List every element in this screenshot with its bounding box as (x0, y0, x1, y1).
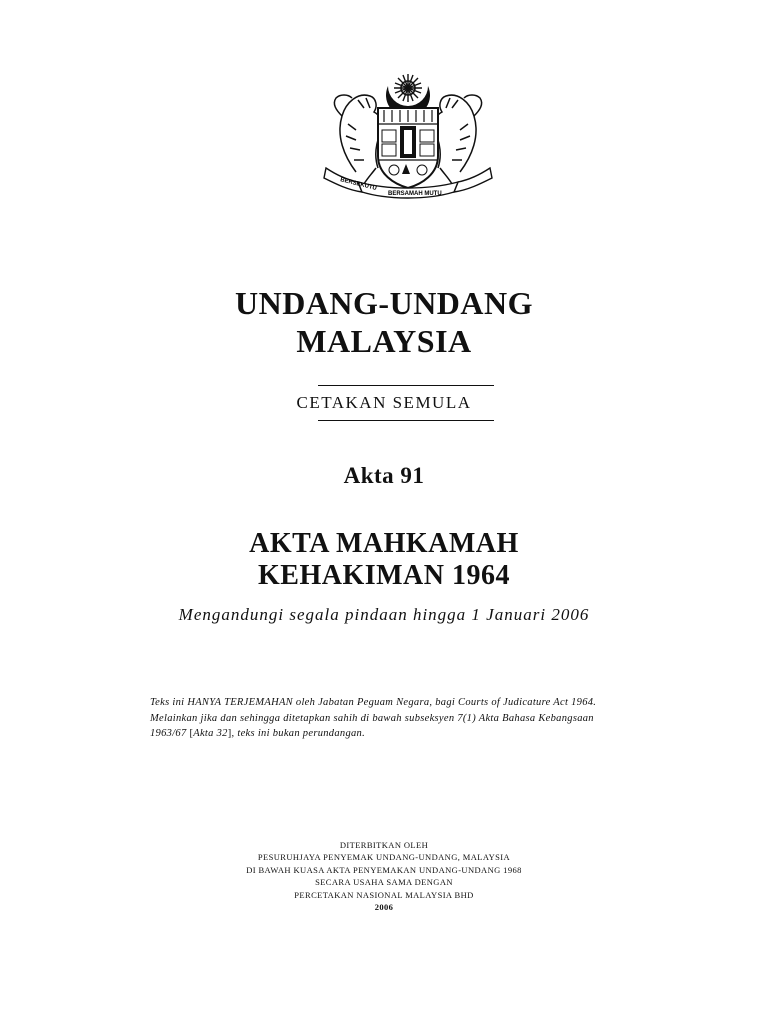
notice-bracket-close: ] (227, 728, 232, 739)
coat-of-arms-emblem (318, 64, 498, 204)
motto-center-text: BERSAMAH MUTU (388, 191, 442, 197)
title-line-1: UNDANG-UNDANG (234, 285, 534, 321)
reprint-label: CETAKAN SEMULA (296, 393, 472, 412)
left-tiger-shape (334, 95, 382, 188)
publisher-line-5: PERCETAKAN NASIONAL MALAYSIA BHD (294, 889, 474, 900)
notice-line-3-start: 1963/67 (150, 728, 190, 739)
publisher-line-4: SECARA USAHA SAMA DENGAN (315, 877, 453, 888)
publisher-line-2: PESURUHJAYA PENYEMAK UNDANG-UNDANG, MALAYSIA (257, 852, 511, 863)
bottom-divider (318, 420, 494, 421)
document-title (0, 284, 768, 360)
notice-bracket-open: [ (189, 728, 194, 739)
notice-act-ref: Akta 32 (193, 728, 228, 739)
amendment-note: Mengandungi segala pindaan hingga 1 Januari 2006 (178, 605, 590, 624)
motto-left-text: BERSEKUTU (339, 177, 378, 192)
top-divider (318, 385, 494, 386)
notice-line-1: Teks ini HANYA TERJEMAHAN oleh Jabatan Peguam Negara, bagi Courts of Judicature Act 1964. (150, 697, 597, 708)
publisher-block (0, 839, 768, 913)
notice-line-2: Melainkan jika dan sehingga ditetapkan sahih di bawah subseksyen 7(1) Akta Bahasa Kebangsaan (150, 712, 594, 724)
title-line-2: MALAYSIA (296, 323, 472, 359)
notice-line-3-end: , teks ini bukan perundangan. (231, 728, 366, 739)
star-shape (394, 74, 422, 102)
publisher-line-1: DITERBITKAN OLEH (339, 840, 429, 850)
act-title-line-1: AKTA MAHKAMAH (249, 528, 519, 559)
right-tiger-shape (434, 95, 482, 188)
publication-year: 2006 (374, 902, 394, 913)
publisher-line-3: DI BAWAH KUASA AKTA PENYEMAKAN UNDANG-UNDANG 1968 (246, 864, 522, 875)
act-title-line-2: KEHAKIMAN 1964 (258, 560, 510, 591)
translation-notice (150, 695, 670, 742)
act-title (0, 528, 768, 592)
act-number: Akta 91 (343, 463, 425, 488)
shield-shape (378, 108, 438, 188)
notice-line-3 (150, 726, 670, 742)
